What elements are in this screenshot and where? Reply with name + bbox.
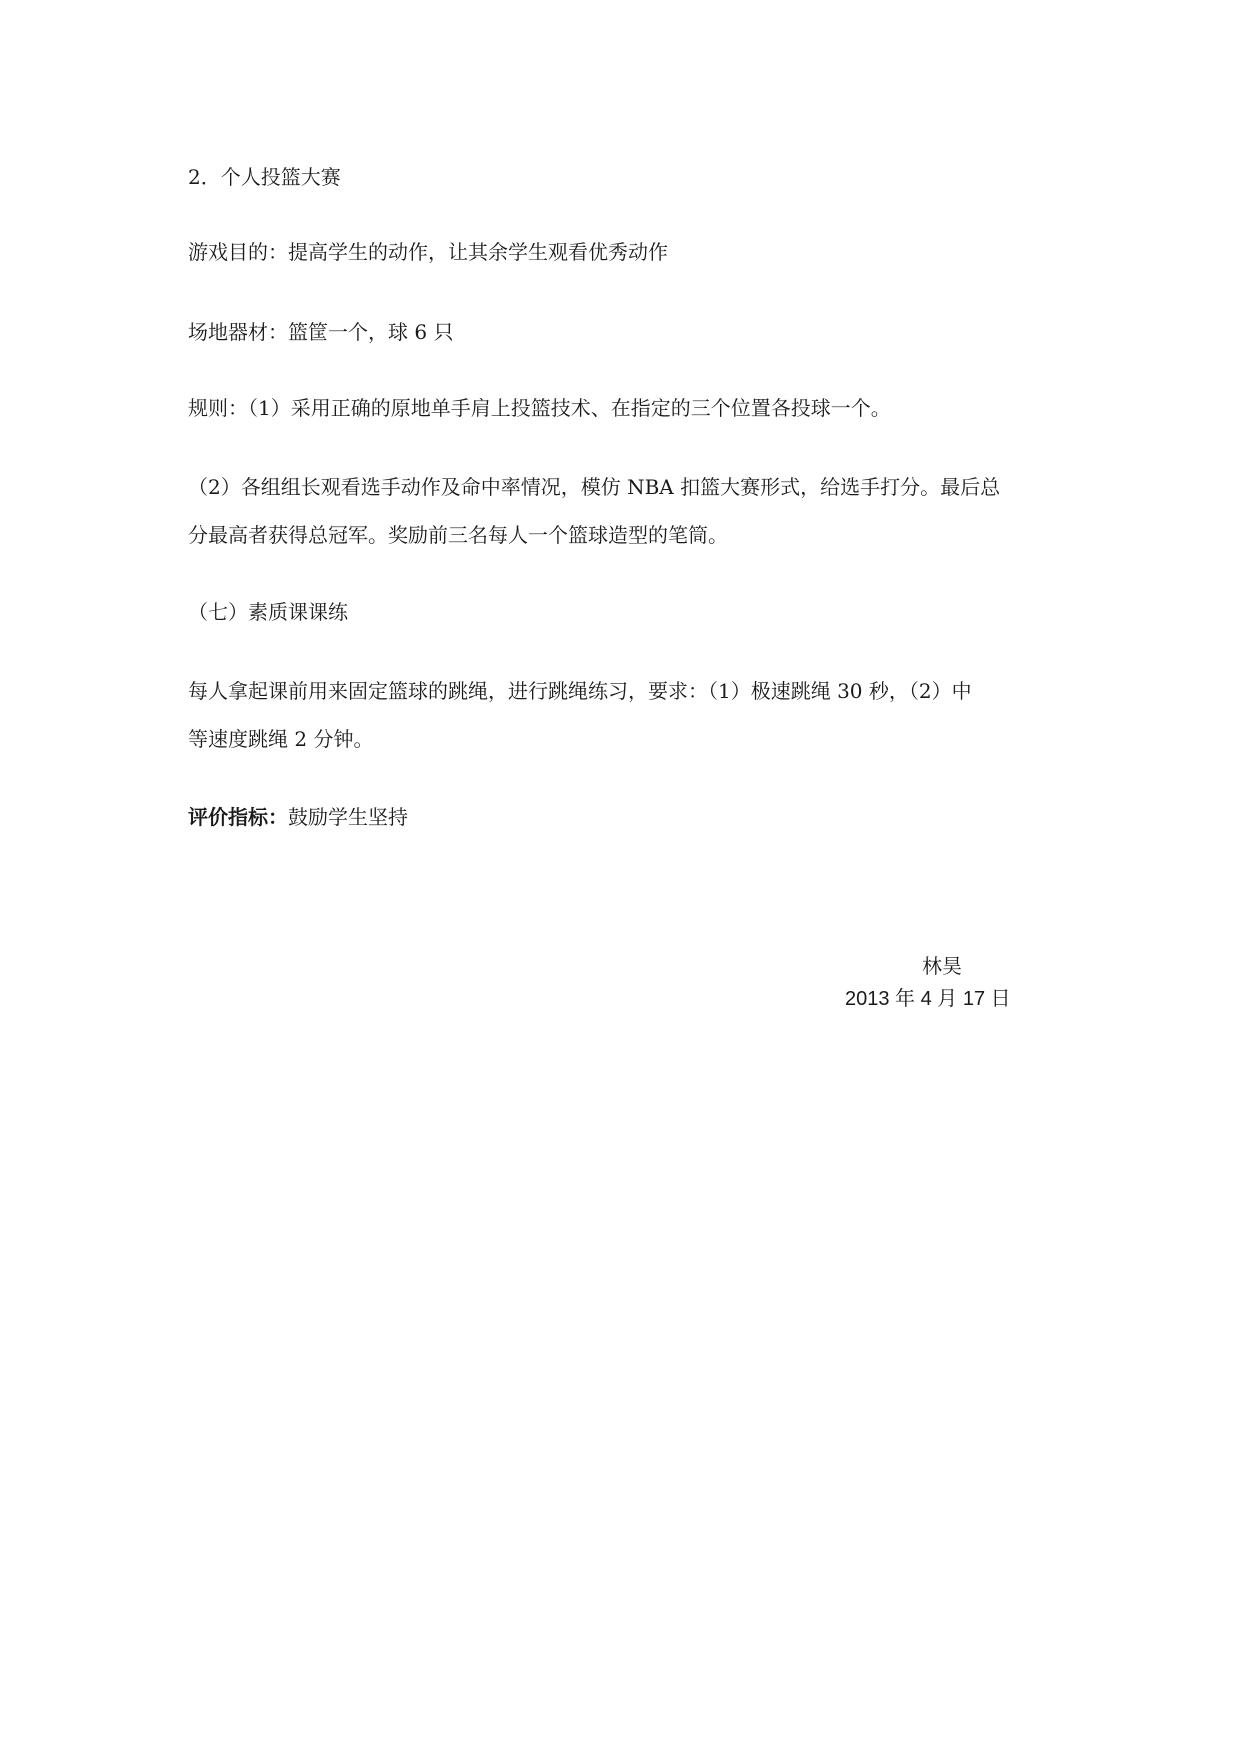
equipment-line: 场地器材：篮筐一个，球 6 只 [188,320,454,344]
game-purpose: 游戏目的：提高学生的动作，让其余学生观看优秀动作 [188,240,668,264]
practice-line-1: 每人拿起课前用来固定篮球的跳绳，进行跳绳练习，要求：（1）极速跳绳 30 秒，（2）中 [188,679,972,703]
signature-date: 2013 年 4 月 17 日 [845,988,1011,1010]
rules-item-1: 规则：（1）采用正确的原地单手肩上投篮技术、在指定的三个位置各投球一个。 [188,396,891,420]
evaluation-label: 评价指标： [188,805,288,829]
evaluation-line [188,803,408,831]
rules-item-2-line-1: （2）各组组长观看选手动作及命中率情况，模仿 NBA 扣篮大赛形式，给选手打分。最后总 [188,475,1001,499]
section-heading: 2．个人投篮大赛 [188,165,341,189]
section-7-heading: （七）素质课课练 [188,600,348,624]
signature-name: 林昊 [922,954,962,978]
rules-item-2-line-2: 分最高者获得总冠军。奖励前三名每人一个篮球造型的笔筒。 [188,523,728,547]
evaluation-text: 鼓励学生坚持 [288,805,408,829]
practice-line-2: 等速度跳绳 2 分钟。 [188,727,374,751]
